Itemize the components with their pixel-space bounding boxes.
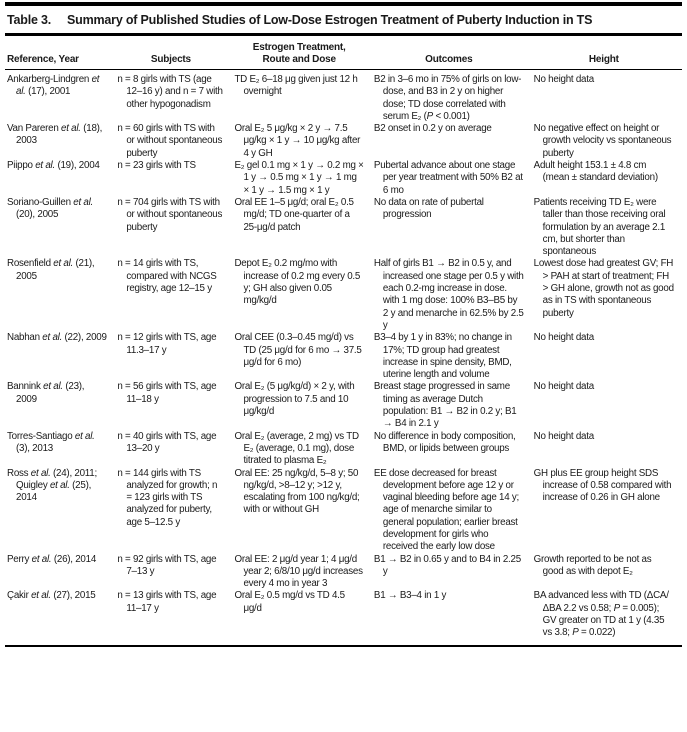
cell-outcomes: B2 onset in 0.2 y on average	[373, 123, 492, 135]
cell-treatment: Oral E₂ 5 μg/kg × 2 y → 7.5 μg/kg × 1 y → 10 μg/kg after 4 y GH	[234, 123, 361, 159]
table-row	[5, 431, 682, 468]
cell-treatment: Oral EE: 2 μg/d year 1; 4 μg/d year 2; 6/8/10 μg/d increases every 4 mo in year 3	[234, 553, 363, 590]
cell-outcomes: No data on rate of pubertal progression	[373, 196, 484, 221]
cell-reference: Van Pareren et al. (18), 2003	[7, 123, 103, 147]
table-body	[5, 70, 682, 646]
column-header-reference-year: Reference, Year	[5, 36, 115, 70]
table-title	[5, 2, 682, 36]
cell-outcomes: No difference in body composition, BMD, or lipids between groups	[373, 430, 516, 454]
table-row	[5, 70, 682, 124]
table-row	[5, 590, 682, 645]
table-row	[5, 554, 682, 591]
table-row	[5, 381, 682, 430]
cell-reference: Piippo et al. (19), 2004	[7, 160, 100, 172]
table-row	[5, 258, 682, 332]
cell-height: Adult height 153.1 ± 4.8 cm (mean ± standard deviation)	[533, 160, 658, 184]
cell-subjects: n = 8 girls with TS (age 12–16 y) and n = 7 with other hypogonadism	[117, 74, 223, 110]
cell-outcomes: EE dose decreased for breast development before age 12 y or vaginal bleeding before age 14 y; age of menarche similar to general population; earlier breast development for girls who received the early low dose	[373, 467, 519, 553]
cell-subjects: n = 12 girls with TS, age 11.3–17 y	[117, 332, 217, 356]
cell-subjects: n = 14 girls with TS, compared with NCGS registry, age 12–15 y	[117, 258, 217, 295]
cell-treatment: Oral CEE (0.3–0.45 mg/d) vs TD (25 μg/d for 6 mo → 37.5 μg/d for 6 mo)	[234, 332, 362, 368]
cell-height: No height data	[533, 430, 594, 442]
cell-outcomes: B1 → B2 in 0.65 y and to B4 in 2.25 y	[373, 553, 521, 577]
cell-subjects: n = 56 girls with TS, age 11–18 y	[117, 381, 217, 405]
cell-height: BA advanced less with TD (ΔCA/ΔBA 2.2 vs 0.58; P = 0.005); GV greater on TD at 1 y (4.35 vs 3.8; P = 0.022)	[533, 590, 669, 639]
cell-reference: Bannink et al. (23), 2009	[7, 381, 85, 405]
cell-subjects: n = 40 girls with TS, age 13–20 y	[117, 430, 217, 454]
cell-height: No height data	[533, 74, 594, 85]
cell-treatment: Oral E₂ 0.5 mg/d vs TD 4.5 μg/d	[234, 590, 345, 614]
cell-outcomes: Pubertal advance about one stage per year treatment with 50% B2 at 6 mo	[373, 160, 523, 196]
cell-reference: Perry et al. (26), 2014	[7, 553, 97, 565]
cell-subjects: n = 704 girls with TS with or without spontaneous puberty	[117, 196, 223, 233]
cell-outcomes: B1 → B3–4 in 1 y	[373, 590, 447, 602]
summary-table	[5, 36, 682, 647]
cell-reference: Soriano-Guillen et al. (20), 2005	[7, 196, 93, 221]
cell-subjects: n = 144 girls with TS analyzed for growth; n = 123 girls with TS analyzed for puberty, age 5–12.5 y	[117, 467, 218, 528]
cell-subjects: n = 60 girls with TS with or without spontaneous puberty	[117, 123, 223, 159]
cell-treatment: Oral EE: 25 ng/kg/d, 5–8 y; 50 ng/kg/d, >8–12 y; >12 y, escalating from 100 ng/kg/d; with or without GH	[234, 467, 360, 516]
column-header-subjects: Subjects	[115, 36, 232, 70]
cell-subjects: n = 92 girls with TS, age 7–13 y	[117, 553, 217, 577]
cell-treatment: TD E₂ 6–18 μg given just 12 h overnight	[234, 74, 358, 98]
table-row	[5, 197, 682, 258]
table-row	[5, 160, 682, 197]
cell-reference: Torres-Santiago et al. (3), 2013	[7, 430, 95, 454]
table-title-text: Summary of Published Studies of Low-Dose Estrogen Treatment of Puberty Induction in TS	[67, 13, 593, 27]
table-row	[5, 332, 682, 381]
cell-subjects: n = 23 girls with TS	[117, 160, 196, 172]
cell-reference: Çakir et al. (27), 2015	[7, 590, 96, 602]
cell-height: No negative effect on height or growth velocity vs spontaneous puberty	[533, 123, 672, 159]
cell-height: No height data	[533, 332, 594, 344]
cell-height: No height data	[533, 381, 594, 393]
cell-outcomes: Breast stage progressed in same timing as average Dutch population: B1 → B2 in 0.2 y; B1 → B4 in 2.1 y	[373, 381, 517, 430]
cell-treatment: Oral EE 1–5 μg/d; oral E₂ 0.5 mg/d; TD one-quarter of a 25-μg/d patch	[234, 196, 354, 233]
cell-height: GH plus EE group height SDS increase of 0.58 compared with increase of 0.26 in GH alone	[533, 467, 672, 504]
cell-height: Growth reported to be not as good as with depot E₂	[533, 553, 652, 577]
cell-outcomes: B2 in 3–6 mo in 75% of girls on low-dose, and B3 in 2 y on higher dose; TD dose correlated with serum E₂ (P < 0.001)	[373, 74, 522, 122]
table-row	[5, 123, 682, 160]
cell-reference: Nabhan et al. (22), 2009	[7, 332, 107, 344]
column-header-height: Height	[532, 36, 682, 70]
cell-treatment: Oral E₂ (5 μg/kg/d) × 2 y, with progression to 7.5 and 10 μg/kg/d	[234, 381, 355, 418]
cell-reference: Rosenfield et al. (21), 2005	[7, 258, 95, 282]
table-header	[5, 36, 682, 70]
cell-treatment: Depot E₂ 0.2 mg/mo with increase of 0.2 mg every 0.5 y; GH also given 0.05 mg/kg/d	[234, 258, 361, 307]
cell-height: Patients receiving TD E₂ were taller than those receiving oral formulation by an average 2.1 cm, but shorter than spontaneous	[533, 196, 666, 258]
cell-treatment: E₂ gel 0.1 mg × 1 y → 0.2 mg × 1 y → 0.5 mg × 1 y → 1 mg × 1 y → 1.5 mg × 1 y	[234, 160, 364, 196]
table-row	[5, 468, 682, 554]
cell-height: Lowest dose had greatest GV; FH > PAH at start of treatment; FH > GH alone, growth not as good as in TS with spontaneous puberty	[533, 258, 674, 319]
cell-reference: Ross et al. (24), 2011; Quigley et al. (25), 2014	[7, 467, 97, 504]
column-header-outcomes: Outcomes	[372, 36, 532, 70]
cell-subjects: n = 13 girls with TS, age 11–17 y	[117, 590, 217, 614]
table-number-label: Table 3.	[7, 13, 52, 27]
cell-outcomes: B3–4 by 1 y in 83%; no change in 17%; TD group had greatest increase in spine density, BMD, uterine length and volume	[373, 332, 512, 381]
cell-reference: Ankarberg-Lindgren et al. (17), 2001	[7, 74, 100, 98]
column-header-estrogen-treatment: Estrogen Treatment, Route and Dose	[232, 36, 371, 70]
cell-treatment: Oral E₂ (average, 2 mg) vs TD E₂ (average, 0.1 mg), dose titrated to plasma E₂	[234, 430, 359, 467]
cell-outcomes: Half of girls B1 → B2 in 0.5 y, and increased one stage per 0.5 y with each 0.2-mg increase in dose. with 1 mg dose: 100% B3–B5 by 2 y and menarche in 62.5% by 2.5 y	[373, 258, 524, 331]
